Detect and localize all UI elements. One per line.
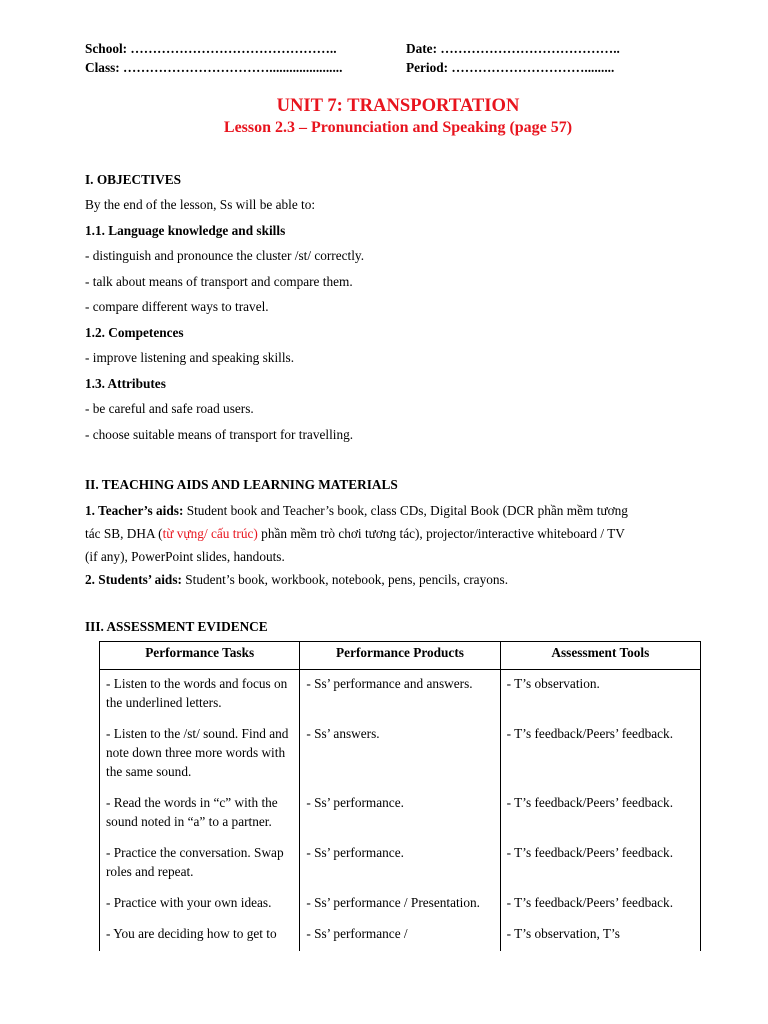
column-header: Assessment Tools — [500, 642, 700, 670]
attribute-item: - be careful and safe road users. — [85, 401, 254, 416]
table-row — [100, 720, 701, 789]
table-cell: - T’s observation. — [500, 670, 700, 721]
table-row — [100, 789, 701, 839]
objective-item: - distinguish and pronounce the cluster /st/ correctly. — [85, 248, 365, 263]
table-row — [100, 839, 701, 889]
table-cell: - Practice the conversation. Swap roles and repeat. — [100, 839, 300, 889]
class-field: Class: ……………………………...................... — [85, 60, 343, 75]
vocab-structure-note: từ vựng/ cấu trúc) — [162, 526, 258, 541]
table-cell: - Listen to the words and focus on the underlined letters. — [100, 670, 300, 721]
students-aids-text: Student’s book, workbook, notebook, pens, pencils, crayons. — [181, 572, 509, 587]
teacher-aids-text: phần mềm trò chơi tương tác), projector/interactive whiteboard / TV — [257, 526, 625, 541]
attribute-item: - choose suitable means of transport for travelling. — [85, 427, 354, 442]
table-cell: - T’s feedback/Peers’ feedback. — [500, 720, 700, 789]
table-cell: - Ss’ answers. — [300, 720, 500, 789]
table-cell: - Ss’ performance / Presentation. — [300, 889, 500, 920]
table-cell: - Read the words in “c” with the sound noted in “a” to a partner. — [100, 789, 300, 839]
lesson-title: Lesson 2.3 – Pronunciation and Speaking (page 57) — [223, 119, 573, 136]
students-aids-label: 2. Students’ aids: — [85, 572, 182, 587]
teacher-aids-line-2 — [85, 526, 625, 542]
teacher-aids-label: 1. Teacher’s aids: — [85, 503, 184, 518]
table-cell: - T’s feedback/Peers’ feedback. — [500, 889, 700, 920]
table-cell: - Ss’ performance and answers. — [300, 670, 500, 721]
assessment-heading: III. ASSESSMENT EVIDENCE — [85, 619, 268, 634]
teacher-aids-text: tác SB, DHA ( — [85, 526, 163, 541]
teacher-aids-line-1 — [85, 503, 628, 519]
table-cell: - Listen to the /st/ sound. Find and note down three more words with the same sound. — [100, 720, 300, 789]
table-row — [100, 670, 701, 721]
objectives-heading: I. OBJECTIVES — [85, 172, 182, 187]
table-cell: - You are deciding how to get to — [100, 920, 300, 951]
knowledge-skills-heading: 1.1. Language knowledge and skills — [85, 223, 286, 238]
table-cell: - Ss’ performance. — [300, 839, 500, 889]
teacher-aids-line-3: (if any), PowerPoint slides, handouts. — [85, 549, 285, 564]
competences-heading: 1.2. Competences — [85, 325, 184, 340]
teacher-aids-text: Student book and Teacher’s book, class CDs, Digital Book (DCR phần mềm tương — [183, 503, 628, 518]
objective-item: - compare different ways to travel. — [85, 299, 269, 314]
school-field: School: ……………………………………….. — [85, 41, 337, 56]
table-cell: - Ss’ performance. — [300, 789, 500, 839]
objectives-intro: By the end of the lesson, Ss will be able to: — [85, 197, 316, 212]
teaching-aids-heading: II. TEACHING AIDS AND LEARNING MATERIALS — [85, 477, 398, 492]
attributes-heading: 1.3. Attributes — [85, 376, 166, 391]
column-header: Performance Products — [300, 642, 500, 670]
unit-title: UNIT 7: TRANSPORTATION — [276, 95, 520, 116]
table-cell: - Ss’ performance / — [300, 920, 500, 951]
table-cell: - Practice with your own ideas. — [100, 889, 300, 920]
table-row — [100, 920, 701, 951]
date-field: Date: ………………………………….. — [406, 41, 620, 56]
period-field: Period: …………………………......... — [406, 60, 615, 75]
objective-item: - talk about means of transport and compare them. — [85, 274, 353, 289]
students-aids-line — [85, 572, 508, 588]
column-header: Performance Tasks — [100, 642, 300, 670]
table-header-row — [100, 642, 701, 670]
assessment-table — [99, 641, 701, 951]
table-row — [100, 889, 701, 920]
competence-item: - improve listening and speaking skills. — [85, 350, 295, 365]
table-cell: - T’s feedback/Peers’ feedback. — [500, 789, 700, 839]
table-cell: - T’s feedback/Peers’ feedback. — [500, 839, 700, 889]
table-cell: - T’s observation, T’s — [500, 920, 700, 951]
